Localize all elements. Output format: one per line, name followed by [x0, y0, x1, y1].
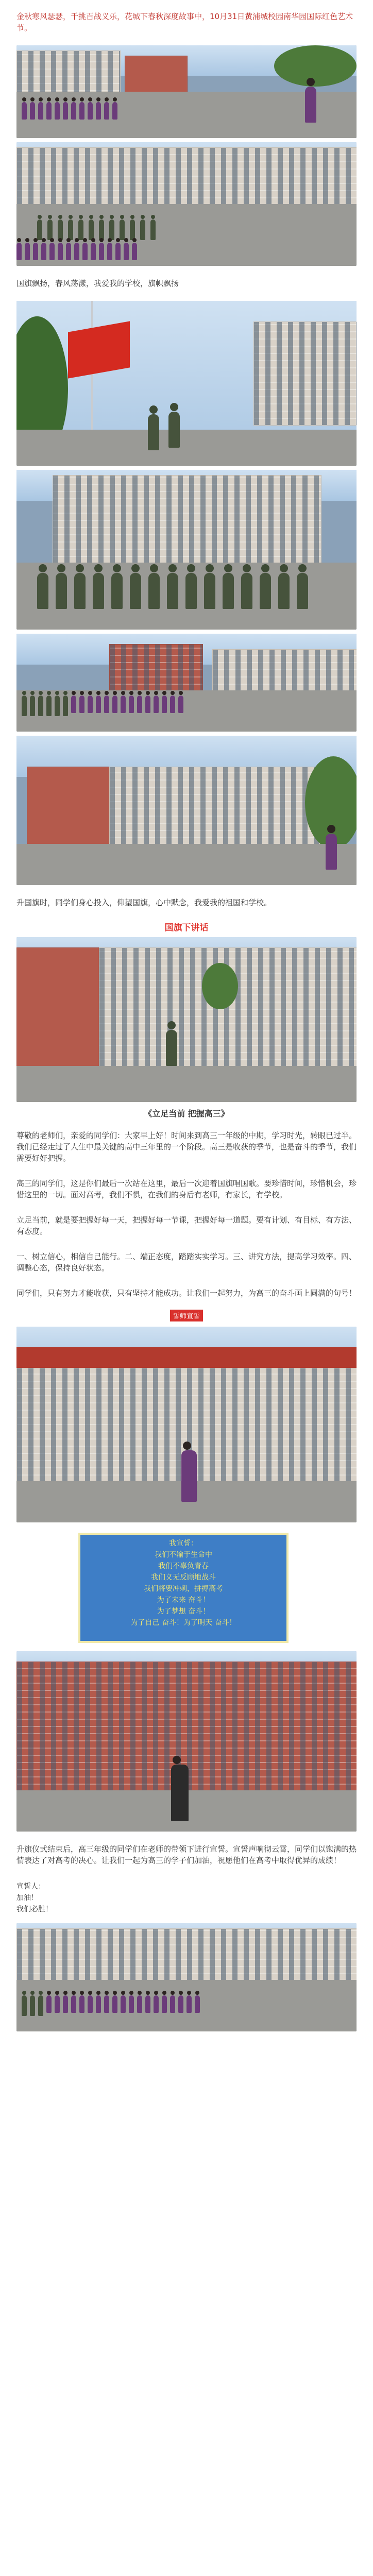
closing-line: 我们必胜！: [16, 1905, 53, 1913]
oath-box: [78, 1533, 289, 1643]
photo-flag-raising: [16, 301, 357, 466]
oath-tag: 誓师宣誓: [170, 1310, 203, 1321]
oath-line: 我宣誓：: [169, 1539, 198, 1548]
speech-paragraph: 尊敬的老师们，亲爱的同学们：大家早上好！时间来到高三一年级的中期，学习时光，转眼已过半。我们已经走过了人生中最关键的高中三年里的一个阶段。高三是收获的季节，也是奋斗的季节，我们需要好好把握。: [16, 1131, 357, 1163]
oath-box-wrapper: [16, 1522, 357, 1651]
oath-line: 我们不辜负青春: [158, 1562, 209, 1570]
speech-paragraph: 一、树立信心，相信自己能行。二、端正态度，踏踏实实学习。三、讲究方法，提高学习效率。四、调整心态，保持良好状态。: [16, 1252, 357, 1273]
closing-paragraph: 升旗仪式结束后，高三年级的同学们在老师的带领下进行宣誓。宣誓声响彻云霄，同学们以饱满的热情表达了对高考的决心。让我们一起为高三的学子们加油，祝愿他们在高考中取得优异的成绩！: [16, 1844, 357, 1865]
oath-line: 为了未来 奋斗！: [157, 1596, 210, 1604]
speech-paragraph: 立足当前，就是要把握好每一天，把握好每一节课，把握好每一道题。要有计划、有目标、有方法、有态度。: [16, 1215, 357, 1236]
photo-student-leader: [16, 1327, 357, 1522]
photo-guard-formation: [16, 470, 357, 630]
oath-line: 为了自己 奋斗！为了明天 奋斗！: [130, 1619, 236, 1627]
intro-text: 金秋寒风瑟瑟，千挑百战义乐，花城下春秋深度故事中，10月31日黄浦城校园南华园国际红色艺术节。: [16, 12, 353, 32]
caption-2: 升国旗时，同学们身心投入，仰望国旗，心中默念，我爱我的祖国和学校。: [16, 898, 272, 907]
speech-paragraph: 同学们，只有努力才能收获，只有坚持才能成功。让我们一起努力，为高三的奋斗画上圆满的句号！: [16, 1289, 357, 1298]
speech-body: [0, 1127, 373, 1302]
oath-line: 我们将要冲刺，拼搏高考: [144, 1585, 223, 1593]
article-page: [0, 8, 373, 2576]
photo-students-courtyard: [16, 45, 357, 138]
photo-final-group: [16, 1923, 357, 2031]
closing-lines: [0, 1878, 373, 1923]
photo-students-line: [16, 634, 357, 732]
closing-line: 宣誓人：: [16, 1883, 45, 1891]
caption-1: 国旗飘扬，春风荡漾，我爱我的学校，旗帜飘扬: [16, 279, 179, 288]
speech-paragraph: 高三的同学们，这是你们最后一次站在这里，最后一次迎着国旗唱国歌。要珍惜时间，珍惜机会，珍惜这里的一切。面对高考，我们不惧，在我们的身后有老师，有家长，有学校。: [16, 1179, 357, 1199]
oath-line: 我们不输于生命中: [155, 1551, 212, 1559]
photo-honor-guard: [16, 142, 357, 266]
oath-line: 为了梦想 奋斗！: [157, 1607, 210, 1616]
tag-wrapper: [0, 1310, 373, 1321]
photo-teacher: [16, 1651, 357, 1832]
photo-speaker: [16, 937, 357, 1102]
closing-line: 加油！: [16, 1894, 38, 1902]
oath-line: 我们义无反顾地战斗: [151, 1573, 216, 1582]
photo-wide-courtyard: [16, 736, 357, 885]
speech-title: 《立足当前 把握高三》: [144, 1109, 229, 1118]
section-title-speech: 国旗下讲话: [164, 923, 209, 933]
